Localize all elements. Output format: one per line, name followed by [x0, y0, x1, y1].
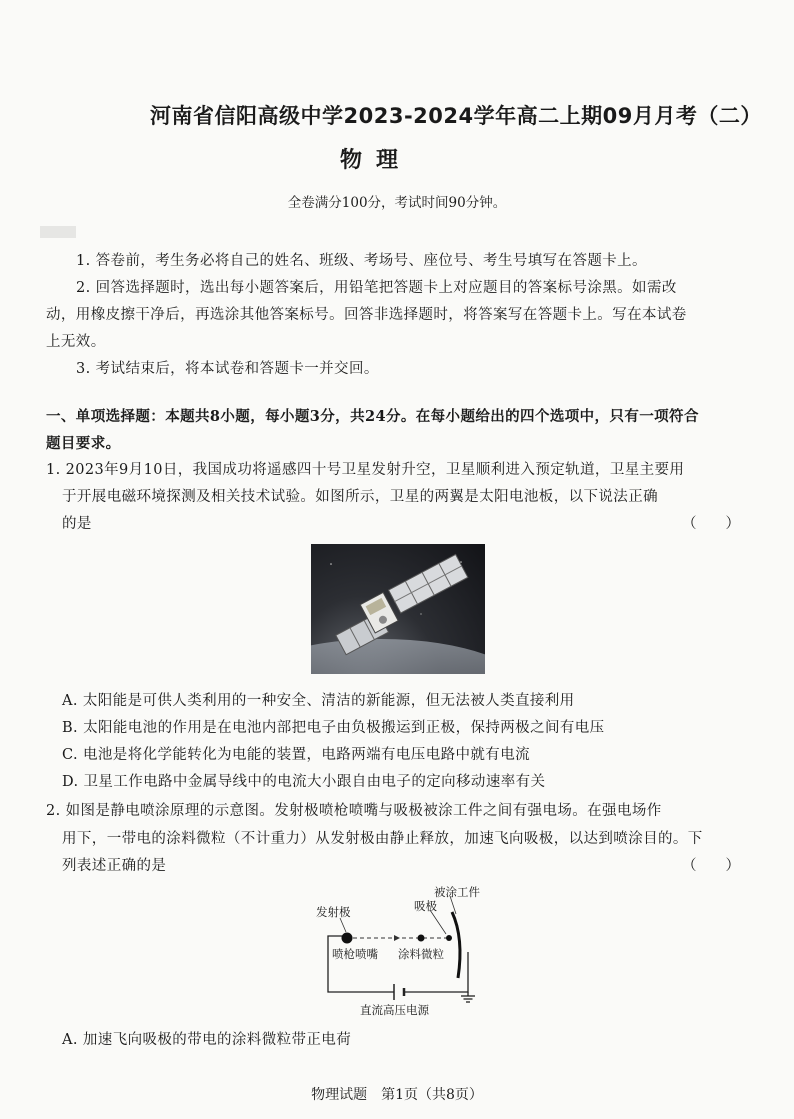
label-workpiece: 被涂工件 [434, 885, 480, 899]
instruction-3: 3. 考试结束后，将本试卷和答题卡一并交回。 [76, 361, 379, 377]
subject-title: 物理 [340, 148, 413, 173]
q2-stem-line-2: 用下，一带电的涂料微粒（不计重力）从发射极由静止释放，加速飞向吸极，以达到喷涂目的。下 [62, 831, 703, 847]
q2-stem-line-1: 2. 如图是静电喷涂原理的示意图。发射极喷枪喷嘴与吸极被涂工件之间有强电场。在强电场作 [46, 803, 662, 819]
q1-option-d: D. 卫星工作电路中金属导线中的电流大小跟自由电子的定向移动速率有关 [62, 774, 546, 790]
q2-answer-paren: （ ） [682, 858, 740, 874]
instruction-2-end: 上无效。 [46, 334, 106, 350]
satellite-photo [311, 544, 485, 674]
notice-label-faded [40, 226, 76, 238]
instruction-1: 1. 答卷前，考生务必将自己的姓名、班级、考场号、座位号、考生号填写在答题卡上。 [76, 253, 647, 269]
page-footer: 物理试题 第1页（共8页） [311, 1087, 483, 1103]
score-info: 全卷满分100分，考试时间90分钟。 [287, 195, 507, 211]
label-particle: 涂料微粒 [398, 947, 444, 961]
label-power-source: 直流高压电源 [360, 1003, 429, 1017]
q1-stem-line-1: 1. 2023年9月10日，我国成功将遥感四十号卫星发射升空，卫星顺利进入预定轨道，卫星主要用 [46, 462, 685, 478]
q2-stem-line-3: 列表述正确的是 [62, 858, 167, 874]
instruction-2-cont: 动，用橡皮擦干净后，再选涂其他答案标号。回答非选择题时，将答案写在答题卡上。写在本试卷 [46, 307, 687, 323]
section-1-header: 一、单项选择题：本题共8小题，每小题3分，共24分。在每小题给出的四个选项中，只有一项符合 [46, 408, 699, 425]
instruction-2: 2. 回答选择题时，选出每小题答案后，用铅笔把答题卡上对应题目的答案标号涂黑。如需改 [76, 280, 677, 296]
q1-option-c: C. 电池是将化学能转化为电能的装置，电路两端有电压电路中就有电流 [62, 747, 530, 763]
q1-stem-line-3: 的是 [62, 516, 92, 532]
q1-option-a: A. 太阳能是可供人类利用的一种安全、清洁的新能源，但无法被人类直接利用 [62, 693, 575, 709]
q1-stem-line-2: 于开展电磁环境探测及相关技术试验。如图所示，卫星的两翼是太阳电池板，以下说法正确 [62, 489, 658, 505]
label-absorber: 吸极 [414, 899, 437, 913]
spray-diagram [300, 882, 500, 1022]
q1-answer-paren: （ ） [682, 516, 740, 532]
q1-option-b: B. 太阳能电池的作用是在电池内部把电子由负极搬运到正极，保持两极之间有电压 [62, 720, 605, 736]
label-nozzle: 喷枪喷嘴 [332, 947, 378, 961]
satellite-icon [311, 544, 485, 674]
q2-option-a: A. 加速飞向吸极的带电的涂料微粒带正电荷 [62, 1032, 352, 1048]
label-emitter: 发射极 [316, 905, 351, 919]
section-1-header-cont: 题目要求。 [46, 435, 121, 452]
exam-title: 河南省信阳高级中学2023-2024学年高二上期09月月考（二） [150, 104, 762, 128]
